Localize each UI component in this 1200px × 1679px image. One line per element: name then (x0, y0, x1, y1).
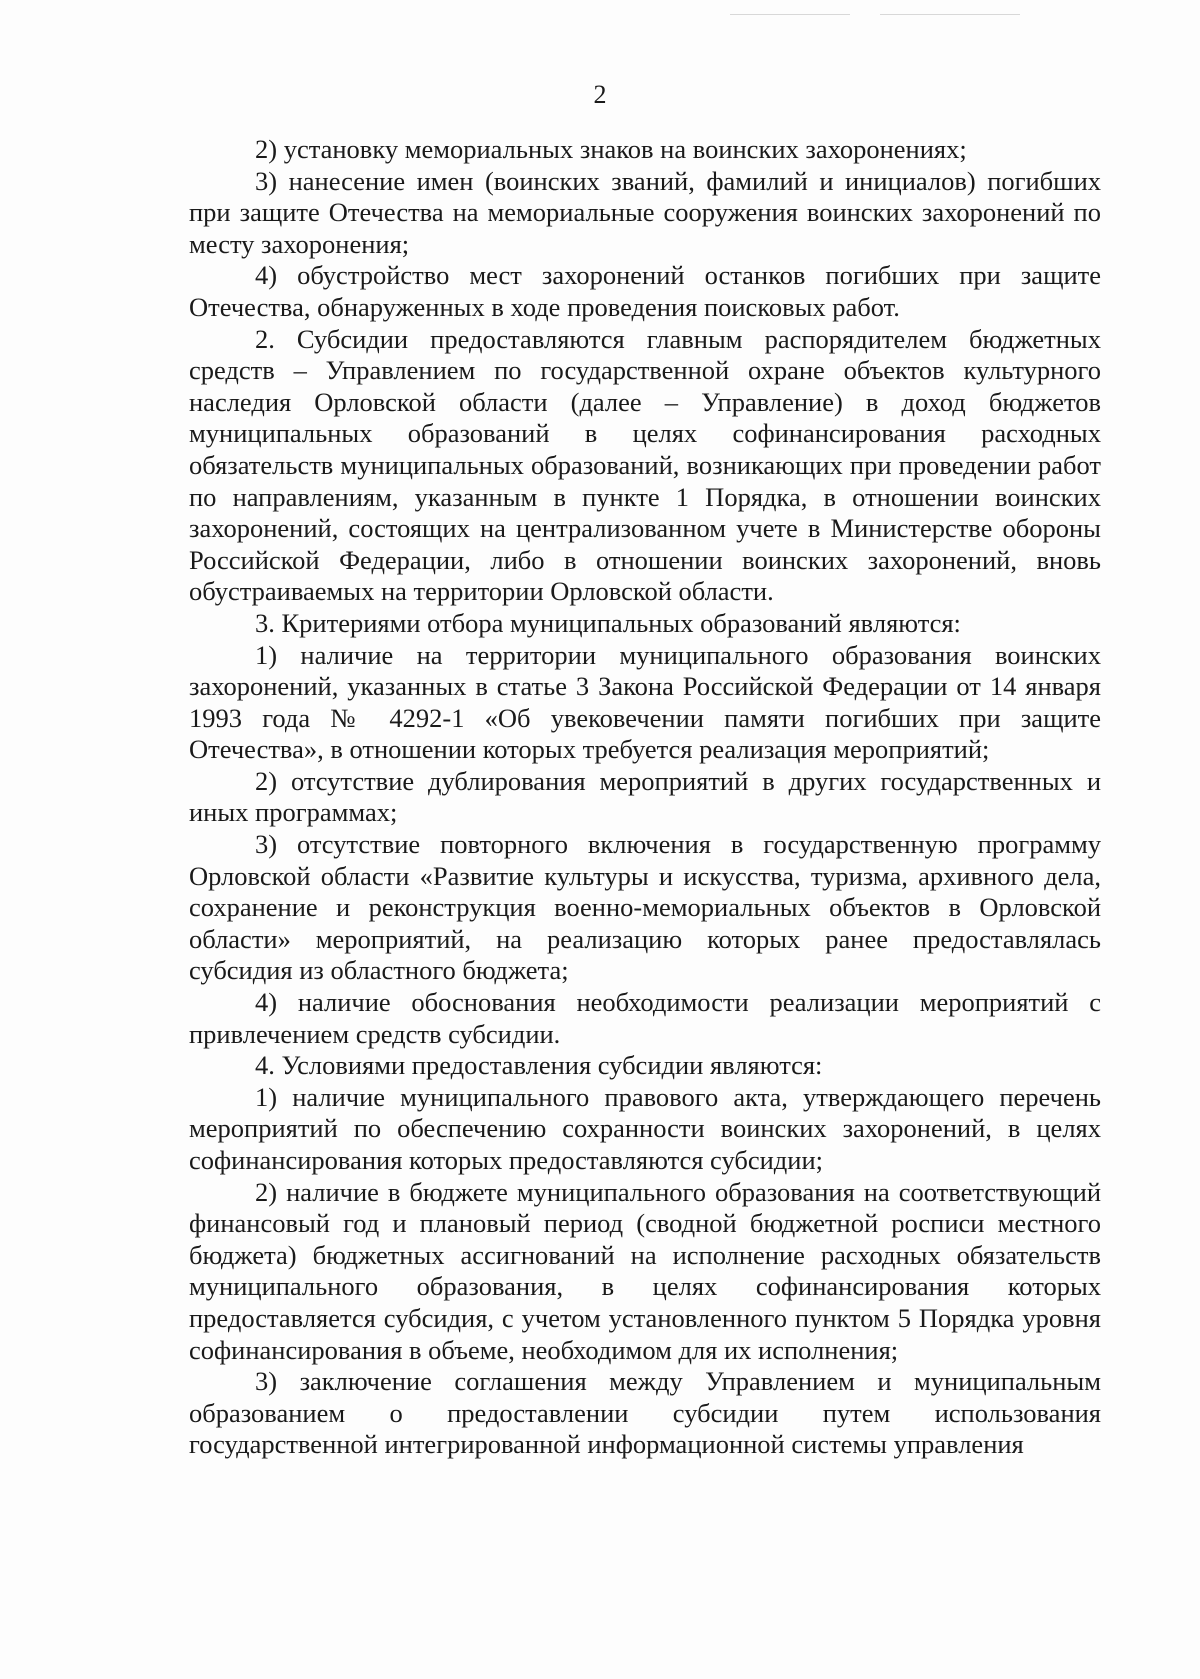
paragraph-item-4-remains: 4) обустройство мест захоронений останков погибших при защите Отечества, обнаруженных в ходе проведения поисковых работ. (189, 260, 1101, 322)
page-number: 2 (593, 80, 607, 109)
scan-artifact (880, 14, 1020, 15)
paragraph-criteria-3: 3) отсутствие повторного включения в государственную программу Орловской области «Развитие культуры и искусства, туризма, архивного дела, сохранение и реконструкция военно-мемориальных объектов в Орловской области» мероприятий, на реализацию которых ранее предоставлялась субсидия из областного бюджета; (189, 829, 1101, 986)
scan-artifact (730, 14, 850, 15)
document-body (189, 134, 1101, 1461)
paragraph-condition-2: 2) наличие в бюджете муниципального образования на соответствующий финансовый год и плановый период (сводной бюджетной росписи местного бюджета) бюджетных ассигнований на исполнение расходных обязательств муниципального образования, в целях софинансирования которых предоставляется субсидия, с учетом установленного пунктом 5 Порядка уровня софинансирования в объеме, необходимом для их исполнения; (189, 1176, 1101, 1365)
paragraph-criteria-2: 2) отсутствие дублирования мероприятий в других государственных и иных программах; (189, 765, 1101, 828)
paragraph-item-3-names: 3) нанесение имен (воинских званий, фамилий и инициалов) погибших при защите Отечества на мемориальные сооружения воинских захоронений по месту захоронения; (189, 165, 1101, 259)
paragraph-section-3-criteria: 3. Критериями отбора муниципальных образований являются: (255, 607, 961, 638)
paragraph-item-2-memorial-signs: 2) установку мемориальных знаков на воинских захоронениях; (255, 134, 967, 164)
paragraph-criteria-1: 1) наличие на территории муниципального образования воинских захоронений, указанных в статье 3 Закона Российской Федерации от 14 января 1993 года № 4292-1 «Об увековечении памяти погибших при защите Отечества», в отношении которых требуется реализация мероприятий; (189, 639, 1101, 765)
paragraph-condition-1: 1) наличие муниципального правового акта, утверждающего перечень мероприятий по обеспечению сохранности воинских захоронений, в целях софинансирования которых предоставляются субсидии; (189, 1081, 1101, 1175)
paragraph-criteria-4: 4) наличие обоснования необходимости реализации мероприятий с привлечением средств субсидии. (189, 987, 1101, 1049)
paragraph-condition-3: 3) заключение соглашения между Управлением и муниципальным образованием о предоставлении субсидии путем использования государственной интегрированной информационной системы управления (189, 1366, 1101, 1460)
paragraph-section-2-subsidies: 2. Субсидии предоставляются главным распорядителем бюджетных средств – Управлением по государственной охране объектов культурного наследия Орловской области (далее – Управление) в доход бюджетов муниципальных образований в целях софинансирования расходных обязательств муниципальных образований, возникающих при проведении работ по направлениям, указанным в пункте 1 Порядка, в отношении воинских захоронений, состоящих на централизованном учете в Министерстве обороны Российской Федерации, либо в отношении воинских захоронений, вновь обустраиваемых на территории Орловской области. (189, 323, 1101, 607)
paragraph-section-4-conditions: 4. Условиями предоставления субсидии являются: (255, 1050, 823, 1081)
